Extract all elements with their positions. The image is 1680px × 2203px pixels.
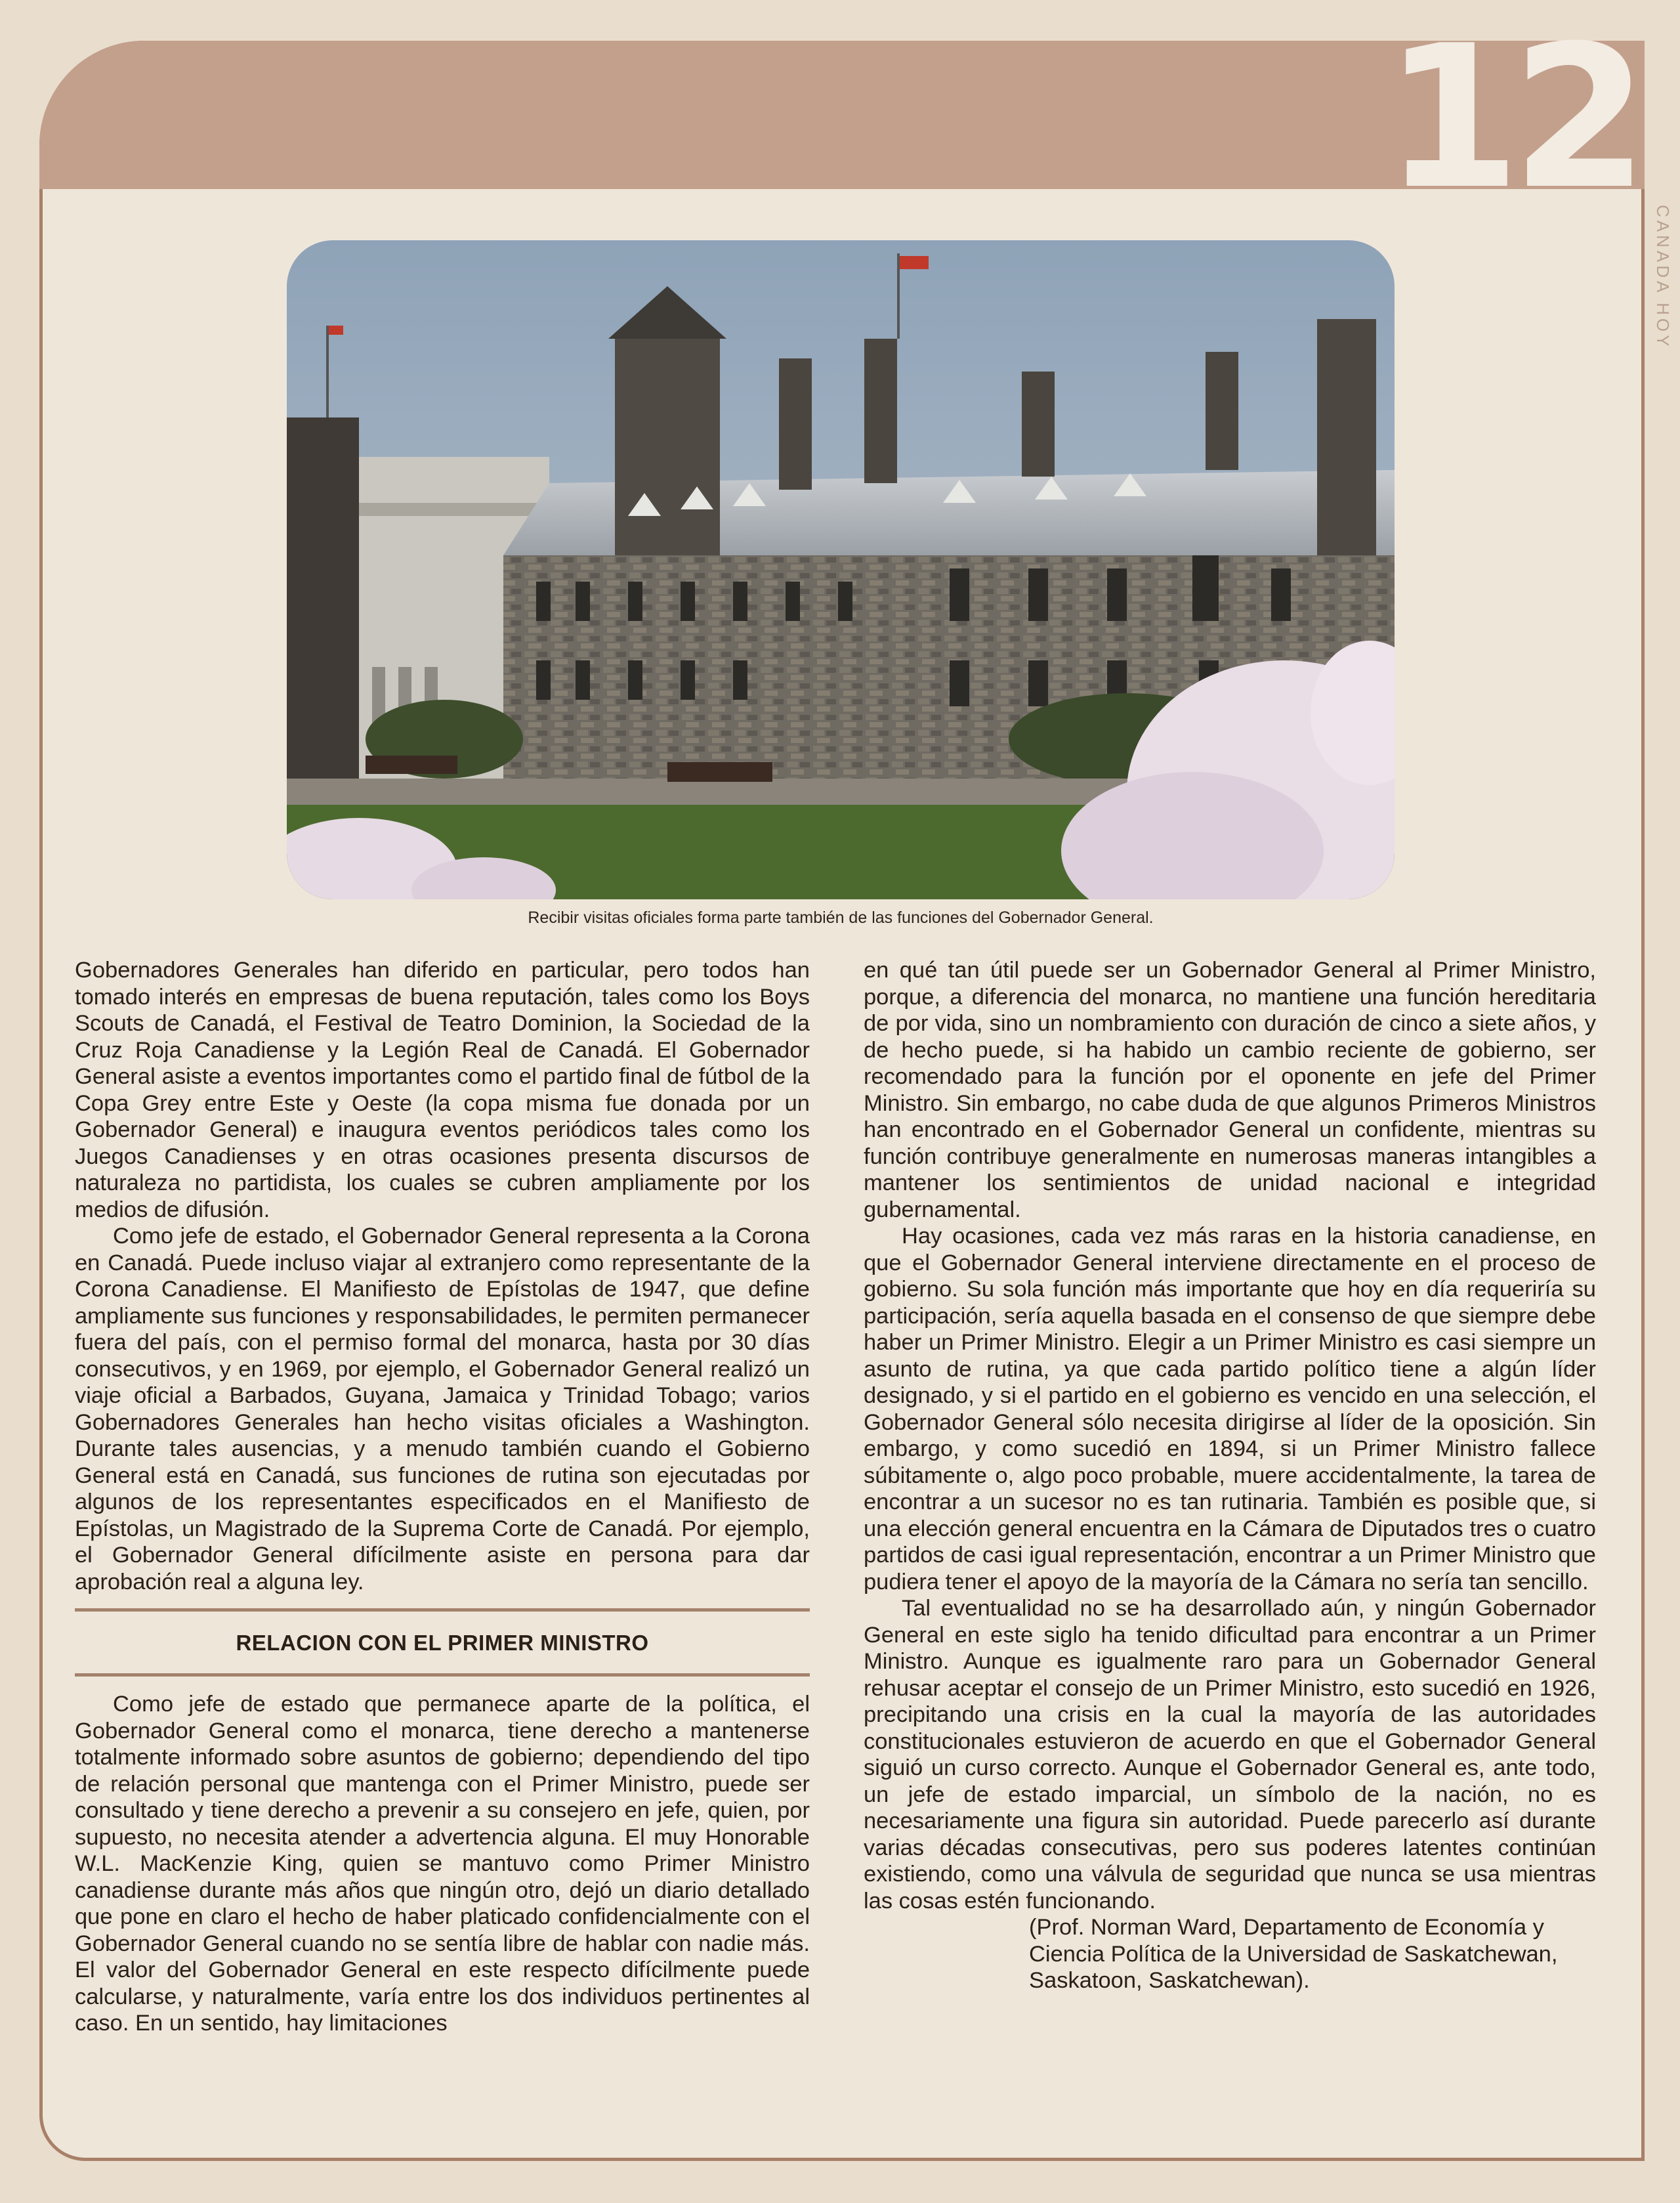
paragraph: Hay ocasiones, cada vez más raras en la historia canadiense, en que el Gobernador General interviene directamente en el proceso de gobierno. Su sola función más importante que hoy en día requeriría su participación, sería aquella basada en el consenso de que siempre debe haber un Primer Ministro. Elegir a un Primer Ministro es casi siempre un asunto de rutina, ya que cada partido político tiene a algún líder designado, y si el partido en el gobierno es vencido en una selección, el Gobernador General sólo necesita dirigirse al líder de la oposición. Sin embargo, y como sucedió en 1894, si un Primer Ministro fallece súbitamente o, algo poco probable, muere accidentalmente, la tarea de encontrar a un sucesor no es tan rutinaria. También es posible que, si una elección general encuentra en la Cámara de Diputados tres o cuatro partidos de casi igual representación, encontrar a un Primer Ministro que pudiera tener el apoyo de la mayoría de la Cámara no sería tan sencillo.: [864, 1224, 1596, 1594]
magazine-side-label: CANADA HOY: [1653, 205, 1673, 350]
right-column: [864, 957, 1596, 1994]
paragraph: en qué tan útil puede ser un Gobernador General al Primer Ministro, porque, a diferencia del monarca, no mantiene una función hereditaria de por vida, sino un nombramiento con duración de cinco a siete años, y de hecho puede, si ha habido un cambio reciente de gobierno, ser recomendado para la función por el oponente en jefe del Primer Ministro. Sin embargo, no cabe duda de que algunos Primeros Ministros han encontrado en el Gobernador General un confidente, mientras su función contribuye generalmente en numerosas maneras intangibles a mantener los sentimientos de unidad nacional e integridad gubernamental.: [864, 958, 1596, 1222]
parliament-building-photo: [287, 240, 1395, 899]
paragraph: Gobernadores Generales han diferido en particular, pero todos han tomado interés en empresas de buena reputación, tales como los Boys Scouts de Canadá, el Festival de Teatro Dominion, la Sociedad de la Cruz Roja Canadiense y la Legión Real de Canadá. El Gobernador General asiste a eventos importantes como el partido final de fútbol de la Copa Grey entre Este y Oeste (la copa misma fue donada por un Gobernador General) e inaugura eventos periódicos tales como los Juegos Canadienses y en otras ocasiones presenta discursos de naturaleza no partidista, los cuales se cubren ampliamente por los medios de difusión.: [75, 958, 810, 1222]
photo-caption: Recibir visitas oficiales forma parte también de las funciones del Gobernador General.: [528, 909, 1154, 927]
section-heading: RELACION CON EL PRIMER MINISTRO: [236, 1631, 649, 1655]
page-number: 12: [1383, 3, 1639, 232]
paragraph: Como jefe de estado que permanece aparte de la política, el Gobernador General como el monarca, tiene derecho a mantenerse totalmente informado sobre asuntos de gobierno; dependiendo del tipo de relación personal que mantenga con el Primer Ministro, puede ser consultado y tiene derecho a prevenir a su consejero en jefe, quien, por supuesto, no necesita atender a advertencia alguna. El muy Honorable W.L. MacKenzie King, quien se mantuvo como Primer Ministro canadiense durante más años que ningún otro, dejó un diario detallado que pone en claro el hecho de haber platicado confidencialmente con el Gobernador General cuando no se sentía libre de hablar con nadie más. El valor del Gobernador General en este respecto difícilmente puede calcularse, y naturalmente, varía entre los dos individuos pertinentes al caso. En un sentido, hay limitaciones: [75, 1692, 810, 2036]
paragraph: Tal eventualidad no se ha desarrollado aún, y ningún Gobernador General en este siglo ha tenido dificultad para encontrar a un Primer Ministro. Aunque es igualmente raro para un Gobernador General rehusar aceptar el consejo de un Primer Ministro, esto sucedió en 1926, precipitando una crisis en la cual la mayoría de las autoridades constitucionales estuvieron de acuerdo en que el Gobernador General siguió un curso correcto. Aunque el Gobernador General es, ante todo, un jefe de estado imparcial, un símbolo de la nación, no es necesariamente una figura sin autoridad. Puede parecerlo así durante varias décadas consecutivas, pero sus poderes latentes continúan existiendo, como una válvula de seguridad que nunca se usa mientras las cosas estén funcionando.: [864, 1596, 1596, 1914]
paragraph: Como jefe de estado, el Gobernador General representa a la Corona en Canadá. Puede incluso viajar al extranjero como representante de la Corona Canadiense. El Manifiesto de Epístolas de 1947, que define ampliamente sus funciones y responsabilidades, le permiten permanecer fuera del país, con el permiso formal del monarca, hasta por 30 días consecutivos, y en 1969, por ejemplo, el Gobernador General realizó un viaje oficial a Barbados, Guyana, Jamaica y Trinidad Tobago; varios Gobernadores Generales han hecho visitas oficiales a Washington. Durante tales ausencias, y a menudo también cuando el Gobierno General está en Canadá, sus funciones de rutina son ejecutadas por algunos de los representantes especificados en el Manifiesto de Epístolas, un Magistrado de la Suprema Corte de Canadá. Por ejemplo, el Gobernador General difícilmente asiste en persona para dar aprobación real a alguna ley.: [75, 1224, 810, 1594]
author-credit: (Prof. Norman Ward, Departamento de Economía y Ciencia Política de la Universidad de Saskatchewan, Saskatoon, Saskatchewan).: [1029, 1915, 1558, 1993]
left-column: [75, 957, 810, 2037]
